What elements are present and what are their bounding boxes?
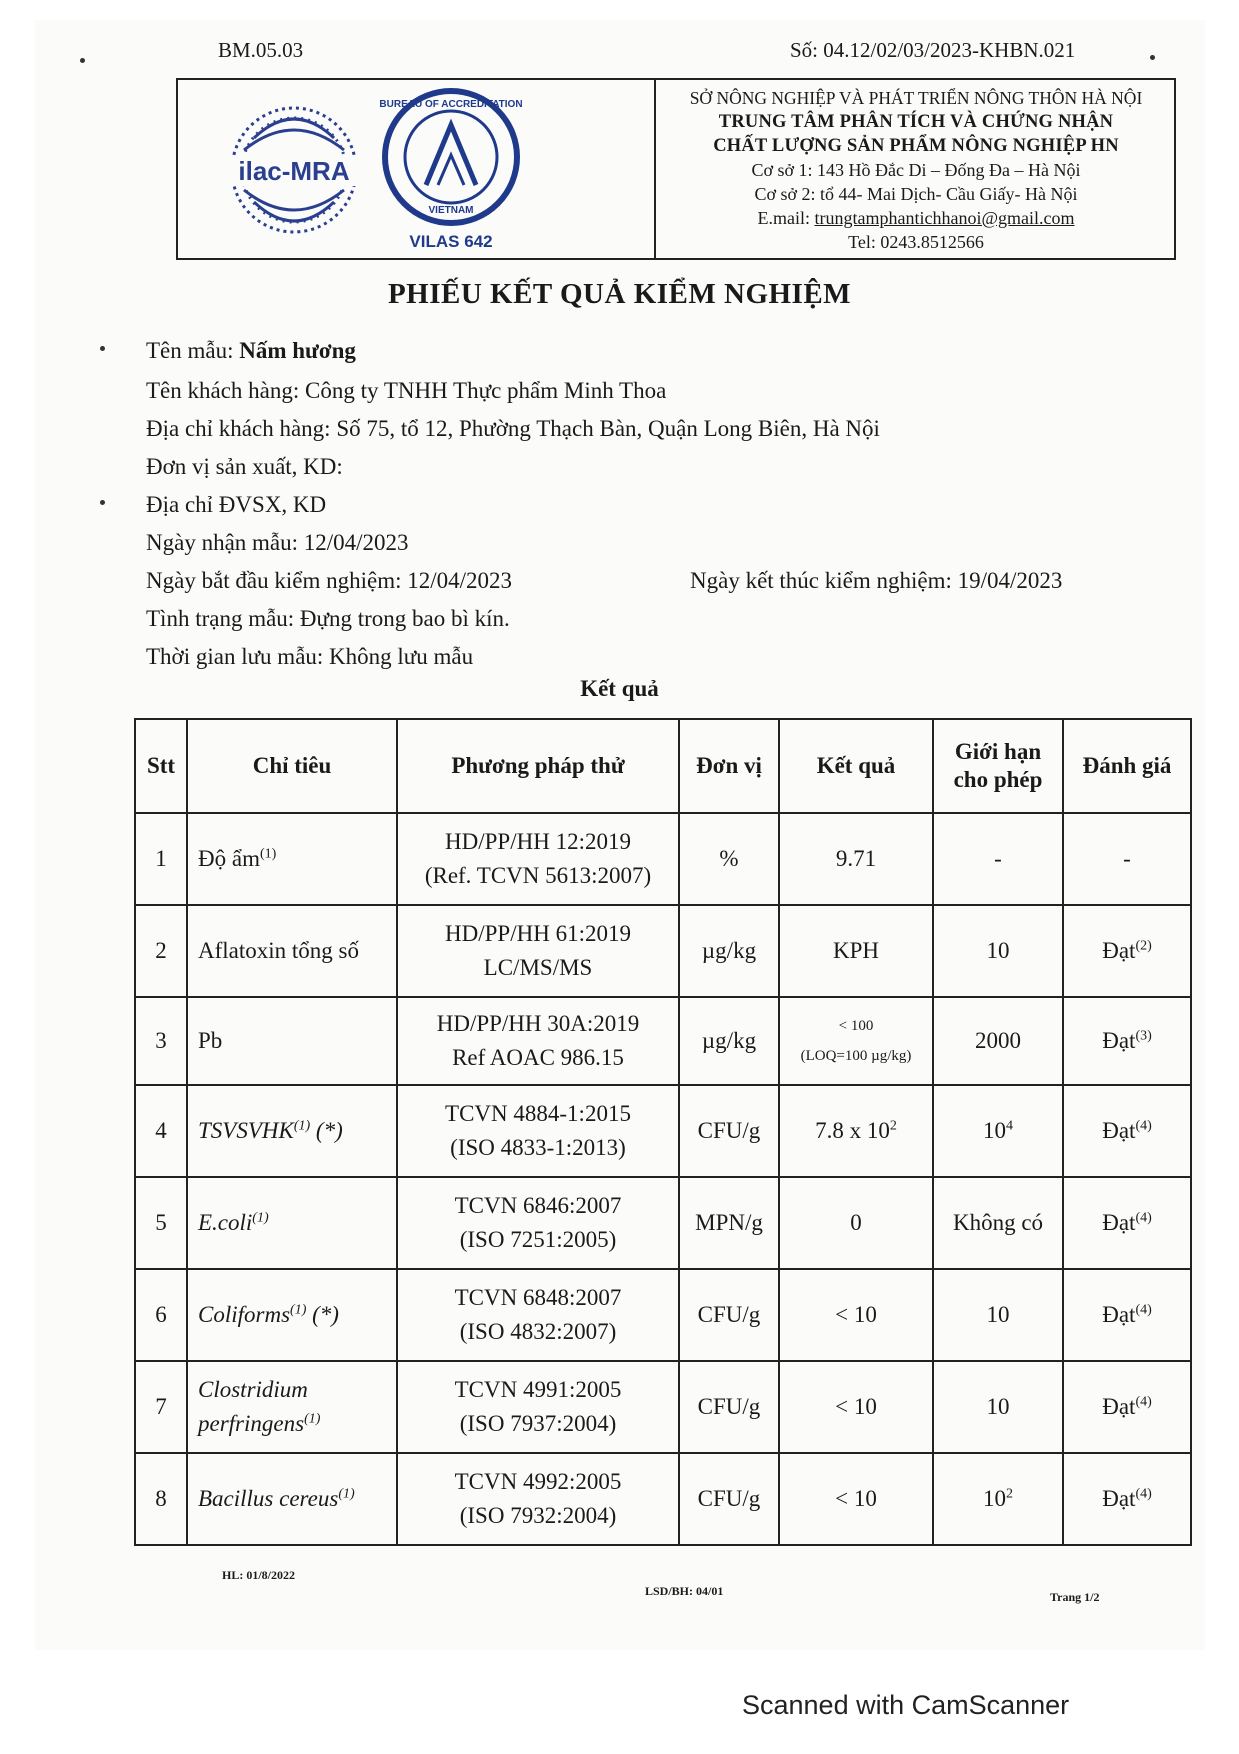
method-line2: (ISO 7251:2005) [459,1227,617,1252]
header-result: Kết quả [779,719,933,813]
cell-result [779,997,933,1085]
cell-limit: Không có [933,1177,1063,1269]
method-line1: HD/PP/HH 61:2019 [445,921,631,946]
cell-indicator [187,1177,397,1269]
method-line2: (ISO 7932:2004) [459,1503,617,1528]
result-value: < 100 [838,1018,874,1034]
method-line2: (ISO 7937:2004) [459,1411,617,1436]
producer-address: Địa chỉ ĐVSX, KD [146,492,327,517]
cell-limit [933,1453,1063,1545]
indicator-name: TSVSVHK [198,1118,294,1143]
cell-limit: 2000 [933,997,1063,1085]
table-header-row [135,719,1191,813]
scanner-watermark: Scanned with CamScanner [742,1690,1070,1720]
cell-indicator [187,1361,397,1453]
sample-condition: Tình trạng mẫu: Đựng trong bao bì kín. [146,606,510,631]
test-start-date: Ngày bắt đầu kiểm nghiệm: 12/04/2023 [146,568,513,593]
table-row [135,997,1191,1085]
footer-left: HL: 01/8/2022 [222,1568,296,1582]
method-line2: (ISO 4832:2007) [459,1319,617,1344]
indicator-footnote: (1) [304,1411,321,1427]
cell-method [397,1453,679,1545]
boa-ring-text: BUREAU OF ACCREDITATION [379,99,523,110]
indicator-name: Độ ẩm [198,846,260,871]
cell-indicator: Aflatoxin tổng số [187,905,397,997]
received-date: Ngày nhận mẫu: 12/04/2023 [146,530,409,555]
evaluation-footnote: (4) [1135,1118,1152,1134]
indicator-name: Coliforms [198,1302,291,1327]
customer-address: Địa chỉ khách hàng: Số 75, tổ 12, Phường Thạch Bàn, Quận Long Biên, Hà Nội [146,416,880,441]
organization-block [656,86,1176,254]
indicator-name-line2 [198,1407,392,1441]
org-name-line2: CHẤT LƯỢNG SẢN PHẨM NÔNG NGHIỆP HN [713,136,1119,156]
cell-method [397,1361,679,1453]
cell-limit: - [933,813,1063,905]
cell-stt: 6 [135,1269,187,1361]
cell-result: 0 [779,1177,933,1269]
cell-result: 9.71 [779,813,933,905]
header-indicator: Chỉ tiêu [187,719,397,813]
evaluation-footnote: (4) [1135,1210,1152,1226]
table-row [135,1361,1191,1453]
org-tel: Tel: 0243.8512566 [848,232,984,252]
cell-indicator: Pb [187,997,397,1085]
cell-unit: CFU/g [679,1453,779,1545]
cell-method [397,1085,679,1177]
vilas-number: VILAS 642 [409,232,493,251]
limit-exponent: 2 [1006,1486,1013,1502]
method-line1: TCVN 6848:2007 [454,1285,622,1310]
ilac-mra-logo [214,90,374,250]
cell-method [397,813,679,905]
cell-indicator [187,1085,397,1177]
cell-evaluation [1063,1453,1191,1545]
sample-storage: Thời gian lưu mẫu: Không lưu mẫu [146,644,474,669]
result-value: 7.8 x 10 [815,1118,890,1143]
indicator-name: Clostridium [198,1377,308,1402]
boa-vilas-logo [376,85,526,255]
method-line1: TCVN 6846:2007 [454,1193,622,1218]
indicator-footnote: (1) [290,1302,307,1318]
header-limit-line2: cho phép [953,767,1043,792]
method-line1: TCVN 4992:2005 [454,1469,622,1494]
indicator-name: E.coli [198,1210,253,1235]
boa-country-text: VIETNAM [428,205,474,216]
footer-center: LSD/BH: 04/01 [645,1584,724,1598]
cell-stt: 7 [135,1361,187,1453]
table-row [135,1085,1191,1177]
form-code: BM.05.03 [218,38,304,62]
header-unit: Đơn vị [679,719,779,813]
cell-stt: 4 [135,1085,187,1177]
cell-method [397,1269,679,1361]
cell-stt: 1 [135,813,187,905]
method-line1: TCVN 4884-1:2015 [445,1101,631,1126]
method-line2: (ISO 4833-1:2013) [450,1135,626,1160]
cell-evaluation [1063,1361,1191,1453]
cell-method [397,905,679,997]
org-address-2: Cơ sở 2: tổ 44- Mai Dịch- Cầu Giấy- Hà Nội [754,184,1078,204]
header-stt: Stt [135,719,187,813]
cell-stt: 5 [135,1177,187,1269]
evaluation-footnote: (4) [1135,1394,1152,1410]
indicator-footnote: (1) [293,1118,311,1134]
cell-limit: 10 [933,905,1063,997]
org-department: SỞ NÔNG NGHIỆP VÀ PHÁT TRIỂN NÔNG THÔN HÀ NỘI [689,88,1143,108]
cell-stt: 2 [135,905,187,997]
cell-evaluation [1063,997,1191,1085]
cell-unit: CFU/g [679,1361,779,1453]
indicator-footnote: (1) [252,1210,269,1226]
scan-speck [80,58,85,63]
producer: Đơn vị sản xuất, KD: [146,454,343,479]
cell-unit: CFU/g [679,1269,779,1361]
cell-evaluation [1063,1177,1191,1269]
evaluation-text: Đạt [1102,1028,1136,1053]
cell-result: KPH [779,905,933,997]
cell-stt: 3 [135,997,187,1085]
cell-limit: 10 [933,1361,1063,1453]
evaluation-footnote: (4) [1135,1486,1152,1502]
indicator-footnote: (1) [259,846,277,862]
cell-stt: 8 [135,1453,187,1545]
result-exponent: 2 [889,1118,897,1134]
header-method: Phương pháp thử [397,719,679,813]
cell-indicator [187,1453,397,1545]
cell-result: < 10 [779,1269,933,1361]
method-line2: Ref AOAC 986.15 [452,1045,624,1070]
scan-speck [100,500,105,505]
cell-unit: µg/kg [679,905,779,997]
org-email-label: E.mail: [757,208,810,228]
indicator-name-cont: perfringens [198,1411,305,1436]
cell-indicator [187,813,397,905]
results-table [134,718,1192,1546]
cell-unit: µg/kg [679,997,779,1085]
limit-value: 10 [983,1118,1006,1143]
header-evaluation: Đánh giá [1063,719,1191,813]
org-address-1: Cơ sở 1: 143 Hồ Đắc Di – Đống Đa – Hà Nội [751,160,1081,180]
result-loq: (LOQ=100 µg/kg) [800,1048,912,1064]
limit-value: 10 [983,1486,1006,1511]
evaluation-text: Đạt [1102,1394,1136,1419]
document-number: Số: 04.12/02/03/2023-KHBN.021 [790,38,1076,62]
evaluation-footnote: (4) [1135,1302,1152,1318]
cell-method [397,997,679,1085]
method-line1: TCVN 4991:2005 [454,1377,622,1402]
letterhead-box [176,78,1176,260]
org-email-line [656,206,1176,230]
table-row [135,1269,1191,1361]
limit-exponent: 4 [1006,1118,1013,1134]
cell-limit: 10 [933,1269,1063,1361]
cell-evaluation: - [1063,813,1191,905]
table-row [135,1177,1191,1269]
ilac-text: ilac-MRA [238,156,350,186]
method-line2: LC/MS/MS [483,955,593,980]
evaluation-text: Đạt [1102,938,1136,963]
method-line1: HD/PP/HH 12:2019 [445,829,631,854]
sample-name-line [146,338,356,364]
indicator-suffix: (*) [310,1118,343,1143]
results-heading: Kết quả [580,676,659,701]
header-limit-line1: Giới hạn [954,739,1042,764]
cell-result: < 10 [779,1361,933,1453]
indicator-name: Bacillus cereus [198,1486,339,1511]
evaluation-text: Đạt [1102,1210,1136,1235]
cell-unit: MPN/g [679,1177,779,1269]
footer-page: Trang 1/2 [1050,1590,1100,1604]
header-limit [933,719,1063,813]
table-row [135,905,1191,997]
cell-evaluation [1063,905,1191,997]
evaluation-text: Đạt [1102,1118,1136,1143]
cell-limit [933,1085,1063,1177]
evaluation-footnote: (2) [1135,938,1152,954]
customer-name: Tên khách hàng: Công ty TNHH Thực phẩm Minh Thoa [146,378,667,403]
indicator-suffix: (*) [306,1302,339,1327]
cell-evaluation [1063,1269,1191,1361]
org-email[interactable]: trungtamphantichhanoi@gmail.com [814,208,1075,228]
cell-indicator [187,1269,397,1361]
scan-speck [100,346,105,351]
evaluation-footnote: (3) [1135,1028,1152,1044]
cell-unit: CFU/g [679,1085,779,1177]
evaluation-text: Đạt [1102,1302,1136,1327]
table-row [135,1453,1191,1545]
cell-evaluation [1063,1085,1191,1177]
org-name-line1: TRUNG TÂM PHÂN TÍCH VÀ CHỨNG NHẬN [718,112,1114,132]
indicator-footnote: (1) [338,1486,355,1502]
sample-name-value: Nấm hương [239,338,356,363]
cell-result: < 10 [779,1453,933,1545]
document-title: PHIẾU KẾT QUẢ KIỂM NGHIỆM [387,278,852,310]
cell-result [779,1085,933,1177]
method-line2: (Ref. TCVN 5613:2007) [424,863,652,888]
scan-speck [1150,55,1155,60]
cell-method [397,1177,679,1269]
method-line1: HD/PP/HH 30A:2019 [436,1011,640,1036]
sample-name-label: Tên mẫu: [146,338,234,363]
cell-unit: % [679,813,779,905]
evaluation-text: Đạt [1102,1486,1136,1511]
table-row [135,813,1191,905]
test-end-date: Ngày kết thúc kiểm nghiệm: 19/04/2023 [690,568,1063,593]
